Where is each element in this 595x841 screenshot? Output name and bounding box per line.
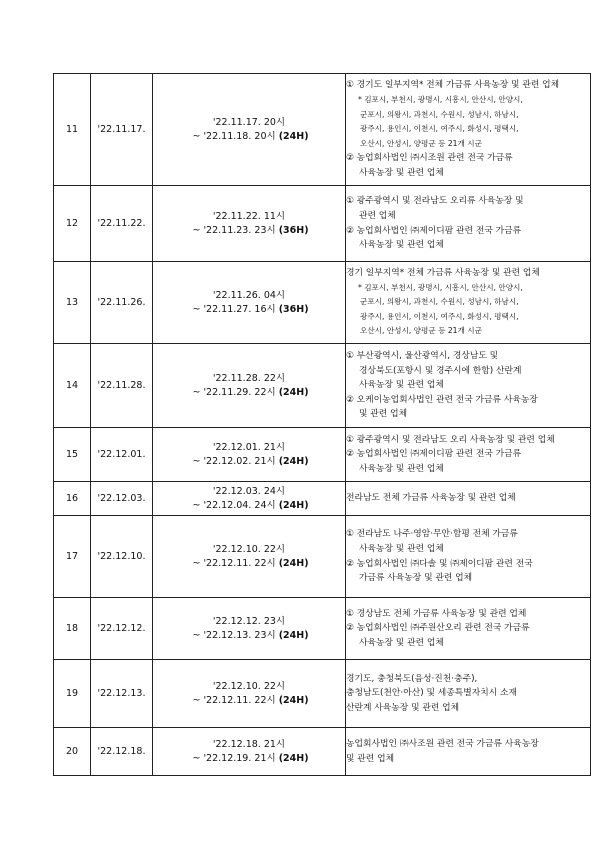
period-tilde: ~ [192,130,201,142]
period-end-line [153,303,345,317]
target-line: 사육농장 및 관련 업체 [359,167,444,178]
period-end: '22.12.04. 24시 [203,499,276,511]
standstill-period [153,516,346,598]
period-start: '22.11.28. 22시 [212,372,286,384]
period-start: '22.12.03. 24시 [212,485,286,497]
period-tilde: ~ [192,752,201,764]
standstill-target [346,74,591,186]
target-line: 오산시, 안성시, 양평군 등 21개 시군 [360,138,482,148]
issue-date: '22.11.28. [91,344,153,428]
table-row [54,516,591,598]
period-tilde: ~ [192,224,201,236]
period-start: '22.12.18. 21시 [212,738,286,750]
period-end: '22.12.11. 22시 [203,557,276,569]
period-end-line [153,629,345,643]
standstill-target [346,598,591,660]
period-end-line [153,694,345,708]
standstill-period [153,344,346,428]
standstill-period [153,262,346,344]
period-end: '22.11.29. 22시 [203,386,276,398]
target-line: 사육농장 및 관련 업체 [359,637,444,648]
period-end-line [153,499,345,513]
target-line: 오산시, 안성시, 양평군 등 21개 시군 [360,326,482,336]
period-duration: (36H) [278,303,309,315]
period-end: '22.11.23. 23시 [203,224,276,236]
target-line: 사육농장 및 관련 업체 [359,240,444,251]
standstill-table [53,73,591,776]
standstill-target [346,428,591,482]
period-end-line [153,752,345,766]
target-line: 군포시, 의왕시, 과천시, 수원시, 성남시, 하남시, [360,109,519,119]
period-end-line [153,224,345,238]
standstill-target [346,482,591,516]
standstill-target [346,344,591,428]
period-duration: (24H) [278,629,309,641]
target-line: 군포시, 의왕시, 과천시, 수원시, 성남시, 하남시, [360,297,519,307]
standstill-period [153,482,346,516]
standstill-period [153,74,346,186]
period-tilde: ~ [192,629,201,641]
standstill-period [153,660,346,728]
target-line: * 김포시, 부천시, 광명시, 시흥시, 안산시, 안양시, [358,95,523,105]
period-tilde: ~ [192,499,201,511]
issue-date: '22.12.03. [91,482,153,516]
target-line: 경상북도(포항시 및 경주시에 한함) 산란계 [359,365,522,376]
standstill-period [153,598,346,660]
standstill-target [346,516,591,598]
period-start: '22.12.10. 22시 [212,543,286,555]
target-line: * 김포시, 부천시, 광명시, 시흥시, 안산시, 안양시, [358,282,523,292]
period-end: '22.11.27. 16시 [203,303,276,315]
target-line: ② 오케이농업회사법인 관련 전국 가금류 사육농장 [346,394,538,405]
target-line: 사육농장 및 관련 업체 [359,380,444,391]
period-tilde: ~ [192,694,201,706]
standstill-target [346,728,591,776]
issue-date: '22.12.01. [91,428,153,482]
target-line: 광주시, 용인시, 이천시, 여주시, 화성시, 평택시, [360,124,519,134]
issue-date: '22.11.26. [91,262,153,344]
table-row [54,728,591,776]
target-line: ② 농업회사법인 ㈜주원산오리 관련 전국 가금류 [346,623,530,634]
target-line: ① 광주광역시 및 전라남도 오리 사육농장 및 관련 업체 [346,434,555,445]
period-end-line [153,386,345,400]
target-line: 전라남도 전체 가금류 사육농장 및 관련 업체 [346,493,516,504]
period-duration: (36H) [278,224,309,236]
target-line: ② 농업회사법인 ㈜제이디팜 관련 전국 가금류 [346,225,522,236]
target-line: ② 농업회사법인 ㈜제이디팜 관련 전국 가금류 [346,449,522,460]
period-end-line [153,130,345,144]
period-tilde: ~ [192,386,201,398]
issue-date: '22.12.13. [91,660,153,728]
period-end: '22.12.13. 23시 [203,629,276,641]
standstill-target [346,660,591,728]
target-line: 및 관련 업체 [346,753,395,764]
period-end-line [153,455,345,469]
table-row [54,598,591,660]
row-number: 13 [54,262,91,344]
target-line: 농업회사법인 ㈜사조원 관련 전국 가금류 사육농장 [346,738,539,749]
standstill-target [346,186,591,262]
period-duration: (24H) [278,752,309,764]
period-duration: (24H) [278,130,309,142]
period-end: '22.12.19. 21시 [203,752,276,764]
table-row [54,186,591,262]
target-line: 사육농장 및 관련 업체 [359,543,444,554]
target-line: 경기도, 충청북도(음성·진천·충주), [346,673,478,684]
row-number: 18 [54,598,91,660]
target-line: ① 전라남도 나주·영암·무안·함평 전체 가금류 [346,529,518,540]
row-number: 19 [54,660,91,728]
row-number: 17 [54,516,91,598]
period-tilde: ~ [192,557,201,569]
period-duration: (24H) [278,386,309,398]
target-line: 산란계 사육농장 및 관련 업체 [346,702,460,713]
target-line: ② 농업회사법인 ㈜다솔 및 ㈜제이디팜 관련 전국 [346,558,533,569]
standstill-target [346,262,591,344]
period-start: '22.12.01. 21시 [212,441,286,453]
target-line: 경기 일부지역* 전체 가금류 사육농장 및 관련 업체 [346,268,540,279]
period-duration: (24H) [278,499,309,511]
target-line: ① 경기도 일부지역* 전체 가금류 사육농장 및 관련 업체 [346,80,560,91]
issue-date: '22.12.18. [91,728,153,776]
target-line: ① 부산광역시, 울산광역시, 경상남도 및 [346,351,499,362]
target-line: ① 광주광역시 및 전라남도 오리류 사육농장 및 [346,196,524,207]
issue-date: '22.11.17. [91,74,153,186]
standstill-period [153,428,346,482]
standstill-period [153,186,346,262]
period-end: '22.12.02. 21시 [203,455,276,467]
period-duration: (24H) [278,557,309,569]
row-number: 14 [54,344,91,428]
table-row [54,74,591,186]
period-end-line [153,557,345,571]
period-tilde: ~ [192,303,201,315]
issue-date: '22.11.22. [91,186,153,262]
target-line: 충청남도(천안·아산) 및 세종특별자치시 소재 [346,688,518,699]
period-end: '22.12.11. 22시 [203,694,276,706]
period-start: '22.12.10. 22시 [212,680,286,692]
standstill-table-body [54,74,591,776]
target-line: 관련 업체 [359,210,396,221]
target-line: ① 경상남도 전체 가금류 사육농장 및 관련 업체 [346,608,527,619]
table-row [54,482,591,516]
standstill-period [153,728,346,776]
period-start: '22.11.17. 20시 [212,116,286,128]
target-line: 및 관련 업체 [359,409,408,420]
table-row [54,428,591,482]
target-line: 광주시, 용인시, 이천시, 여주시, 화성시, 평택시, [360,311,519,321]
target-line: 가금류 사육농장 및 관련 업체 [359,573,473,584]
period-start: '22.12.12. 23시 [212,615,286,627]
period-duration: (24H) [278,694,309,706]
period-end: '22.11.18. 20시 [203,130,276,142]
issue-date: '22.12.12. [91,598,153,660]
row-number: 16 [54,482,91,516]
table-row [54,344,591,428]
target-line: ② 농업회사법인 ㈜시조원 관련 전국 가금류 [346,153,513,164]
period-tilde: ~ [192,455,201,467]
row-number: 12 [54,186,91,262]
period-duration: (24H) [278,455,309,467]
row-number: 11 [54,74,91,186]
period-start: '22.11.22. 11시 [212,210,286,222]
issue-date: '22.12.10. [91,516,153,598]
period-start: '22.11.26. 04시 [212,289,286,301]
target-line: 사육농장 및 관련 업체 [359,463,444,474]
table-row [54,262,591,344]
row-number: 15 [54,428,91,482]
row-number: 20 [54,728,91,776]
table-row [54,660,591,728]
